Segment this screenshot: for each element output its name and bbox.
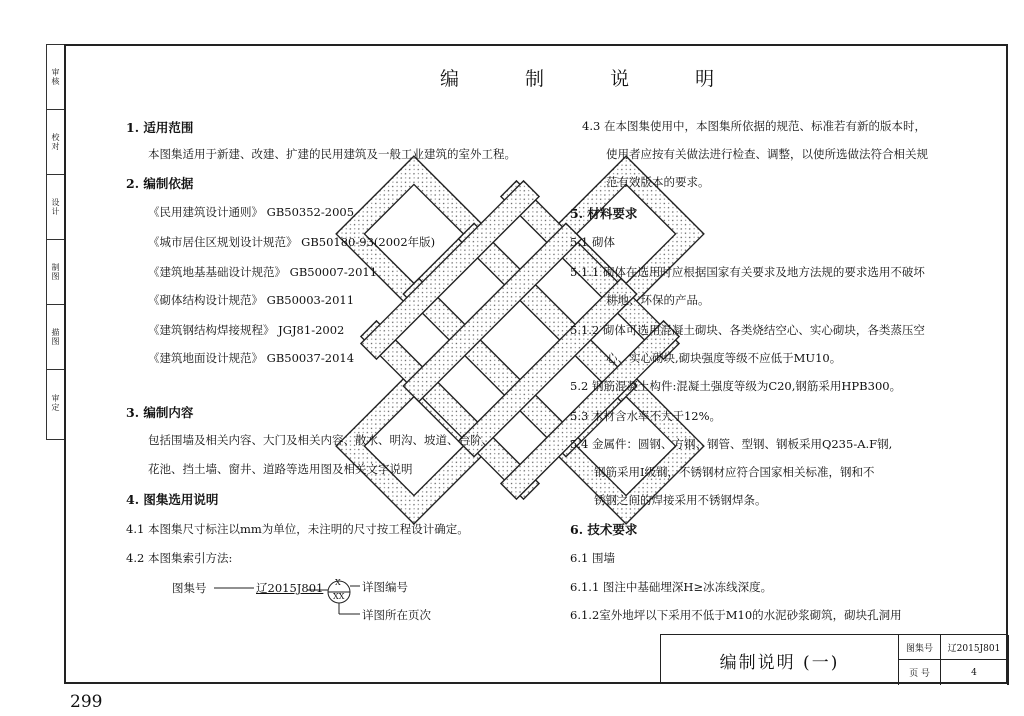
paragraph: 5.1.2 砌体可选用混凝土砌块、各类烧结空心、实心砌块，各类蒸压空 (570, 323, 925, 337)
section-heading: 5. 材料要求 (570, 206, 638, 221)
side-cell (47, 110, 64, 175)
side-label: 校对 (51, 133, 60, 151)
index-page-label: 详图所在页次 (362, 608, 431, 622)
section-heading: 3. 编制内容 (126, 405, 194, 420)
paragraph: 心、实心砌块,砌块强度等级不应低于MU10。 (606, 351, 842, 365)
paragraph: 5.1.1 砌体在选用时应根据国家有关要求及地方法规的要求选用不破坏 (570, 265, 925, 279)
title-block-name: 编制说明 (一) (661, 635, 899, 685)
reference-item: 《城市居住区规划设计规范》 GB50180-93(2002年版) (148, 235, 436, 249)
paragraph: 包括围墙及相关内容、大门及相关内容、散水、明沟、坡道、台阶、 (148, 433, 493, 447)
index-detail-number: X (335, 578, 341, 587)
paragraph: 耕地、环保的产品。 (606, 293, 710, 307)
paragraph: 锈钢之间的焊接采用不锈钢焊条。 (594, 493, 767, 507)
paragraph: 5.3 木材含水率不大于12%。 (570, 409, 722, 423)
atlas-number-label: 图集号 (899, 635, 941, 660)
page-title: 编 制 说 明 (440, 68, 745, 90)
section-heading: 2. 编制依据 (126, 176, 194, 191)
side-label: 审核 (51, 68, 60, 86)
title-block (660, 634, 1008, 684)
paragraph: 4.2 本图集索引方法: (126, 551, 233, 565)
side-cell (47, 175, 64, 240)
paragraph: 本图集适用于新建、改建、扩建的民用建筑及一般工业建筑的室外工程。 (148, 147, 516, 161)
side-label: 制图 (51, 263, 60, 281)
paragraph: 范有效版本的要求。 (606, 175, 710, 189)
reference-item: 《建筑地面设计规范》 GB50037-2014 (148, 351, 355, 365)
paragraph: 5.1 砌体 (570, 235, 615, 249)
side-signature-strip (46, 44, 64, 440)
paragraph: 使用者应按有关做法进行检查、调整，以使所选做法符合相关规 (606, 147, 928, 161)
book-page-number: 299 (70, 692, 103, 712)
paragraph: 5.4 金属件：圆钢、方钢、钢管、型钢、钢板采用Q235-A.F钢, (570, 437, 893, 451)
side-cell (47, 370, 64, 435)
reference-item: 《民用建筑设计通则》 GB50352-2005 (148, 205, 355, 219)
paragraph: 4.1 本图集尺寸标注以mm为单位，未注明的尺寸按工程设计确定。 (126, 522, 469, 536)
reference-item: 《砌体结构设计规范》 GB50003-2011 (148, 293, 355, 307)
index-detail-label: 详图编号 (362, 580, 408, 594)
index-atlas-code: 辽2015J801 (256, 581, 324, 595)
paragraph: 钢筋采用I级钢，不锈钢材应符合国家相关标准，钢和不 (594, 465, 875, 479)
reference-item: 《建筑钢结构焊接规程》 JGJ81-2002 (148, 323, 345, 337)
paragraph: 6.1.1 图注中基础埋深H≥冰冻线深度。 (570, 580, 773, 594)
side-cell (47, 45, 64, 110)
reference-item: 《建筑地基基础设计规范》 GB50007-2011 (148, 265, 378, 279)
section-heading: 6. 技术要求 (570, 522, 638, 537)
index-page-number: XX (333, 592, 345, 601)
paragraph: 5.2 钢筋混凝土构件:混凝土强度等级为C20,钢筋采用HPB300。 (570, 379, 902, 393)
index-atlas-label: 图集号 (172, 581, 207, 595)
side-cell (47, 240, 64, 305)
side-label: 描图 (51, 328, 60, 346)
side-cell (47, 305, 64, 370)
side-label: 设计 (51, 198, 60, 216)
section-heading: 4. 图集选用说明 (126, 492, 219, 507)
paragraph: 4.3 在本图集使用中，本图集所依据的规范、标准若有新的版本时， (582, 119, 926, 133)
page-number-value: 4 (941, 660, 1009, 685)
paragraph: 6.1.2室外地坪以下采用不低于M10的水泥砂浆砌筑，砌块孔洞用 (570, 608, 902, 622)
section-heading: 1. 适用范围 (126, 120, 194, 135)
atlas-number-value: 辽2015J801 (941, 635, 1009, 660)
page-number-label: 页 号 (899, 660, 941, 685)
side-label: 审定 (51, 393, 60, 412)
paragraph: 6.1 围墙 (570, 551, 615, 565)
paragraph: 花池、挡土墙、窗井、道路等选用图及相关文字说明 (148, 462, 413, 476)
